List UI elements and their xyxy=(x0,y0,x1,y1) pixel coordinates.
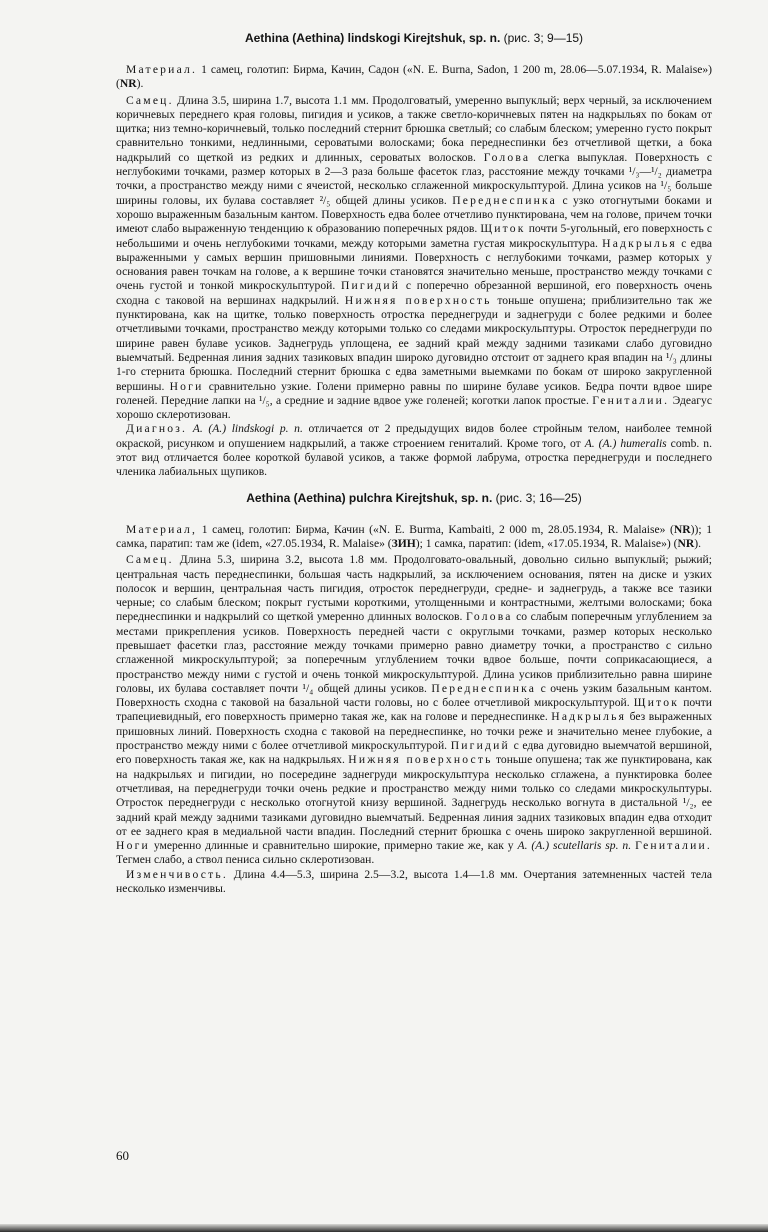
head-label: Голова xyxy=(465,610,513,624)
species-heading-lindskogi xyxy=(116,30,712,46)
description-text: с очень узким базальным кантом. Поверхность сходна с таковой на базальной части головы, но с более отчетливой микроскульптурой. xyxy=(116,681,712,710)
material-text: ); 1 самка, паратип: (idem, «17.05.1934, R. Malaise») ( xyxy=(415,536,678,550)
genitalia-label: Гениталии. xyxy=(635,839,712,853)
collection-code: NR xyxy=(119,77,137,91)
variability-label: Изменчивость. xyxy=(126,867,228,881)
scutellum-label: Щиток xyxy=(480,222,526,236)
diagnosis-paragraph xyxy=(116,422,712,479)
pygidium-label: Пигидий xyxy=(340,279,401,293)
species-name: Aethina (Aethina) lindskogi Kirejtshuk, sp. n. xyxy=(244,31,501,45)
diagnosis-text: отличается от 2 предыдущих видов более стройным телом, наиболее темной окраской, рисунком и опушением надкрылий, а также строением гениталий. Кроме того, от xyxy=(116,422,712,450)
material-text: )); 1 самка, паратип: там же (idem, «27.05.1934, R. Malaise» ( xyxy=(116,522,712,550)
description-text: без выраженных пришовных линий. Поверхность сходна с таковой на переднеспинке, но точки реже и значительно менее глубокие, а пространство между ними с более отчетливой микроскульптурой. xyxy=(116,710,712,753)
description-text: тоньше опушена; так же пунктирована, как на надкрыльях и пигидии, но посередине заднегруди микроскульптура несколько сглажена, а пунктировка более отчетливая, на переднегруди точки очень редкие и пространство между ними только со следами микроскульптуры. Отросток переднегруди с несколько отогнутой книзу вершиной. Заднегрудь несколько вогнута в дистальной ¹/₂, ее задний край между задними тазиками дуговидно выемчатый. Бедренная линия задних тазиковых впадин едва отходит от ее заднего края в медиальной части впадин. Последний стернит брюшка с очень широко закругленной вершиной. xyxy=(116,753,713,838)
collection-code: ЗИН xyxy=(391,536,416,550)
description-text: с едва выраженными у самых вершин пришовными линиями. Поверхность с неглубокими точками, размер которых у основания равен точкам на голове, а к вершине точки становятся значительно меньше, пространство между точками с очень густой и тонкой микроскульптурой. xyxy=(116,236,712,293)
description-text: сравнительно узкие. Голени примерно равны по ширине булаве усиков. Бедра почти вдвое шире голеней. Передние лапки на ¹/₅, а средние и задние вдвое уже голеней; коготки лапок простые. xyxy=(116,379,712,407)
scutellum-label: Щиток xyxy=(633,696,680,710)
description-text: Длина 3.5, ширина 1.7, высота 1.1 мм. Продолговатый, умеренно выпуклый; верх черный, за исключением коричневых переднего края головы, пигидия и усиков, а также светло-коричневых пятен на надкрыльях по бокам от щитка; низ темно-коричневый, только последний стернит брюшка светлый; со слабым блеском; умеренно густо покрыт сравнительно тонкими, недлинными, сероватыми волосками; бока переднеспинки без отчетливой щетки, а бока надкрылий со щеткой из редких и длинных, сероватых волосков. xyxy=(116,93,712,164)
legs-label: Ноги xyxy=(116,839,150,853)
collection-code: NR xyxy=(673,522,691,536)
figure-reference: (рис. 3; 9—15) xyxy=(503,31,584,45)
description-text: умеренно длинные и сравнительно широкие, примерно такие же, как у xyxy=(153,839,514,853)
pronotum-label: Переднеспинка xyxy=(452,193,558,207)
description-text: с поперечно обрезанной вершиной, его поверхность очень сходна с таковой на вершинах надкрылий. xyxy=(116,279,712,307)
collection-code: NR xyxy=(677,536,695,550)
description-text: с узко отогнутыми боками и хорошо выраженным базальным кантом. Поверхность едва более отчетливо пунктирована, чем на голове, причем точки имеют слабо выраженную тенденцию к образованию поперечных рядов. xyxy=(116,193,713,236)
material-text: 1 самец, голотип: Бирма, Качин, Садон («N. E. Burna, Sadon, 1 200 m, 28.06—5.07.1934, R. Malaise») ( xyxy=(116,63,713,91)
material-label: Материал. xyxy=(126,63,198,76)
pygidium-label: Пигидий xyxy=(450,739,510,753)
species-name: Aethina (Aethina) pulchra Kirejtshuk, sp. n. xyxy=(246,490,493,505)
male-label: Самец. xyxy=(126,93,174,107)
scan-edge xyxy=(0,1224,768,1232)
description-text: Тегмен слабо, а ствол пениса сильно склеротизован. xyxy=(116,853,375,867)
description-text: с едва дуговидно выемчатой вершиной, его поверхность такая же, как на надкрыльях. xyxy=(116,739,712,767)
description-text: Эдеагус хорошо склеротизован. xyxy=(116,393,712,422)
male-description-paragraph xyxy=(116,94,712,423)
material-end: ). xyxy=(694,536,701,550)
description-text: почти 5-угольный, его поверхность с небольшими и очень неглубокими точками, между которыми заметна густая микроскульптура. xyxy=(116,222,712,250)
diagnosis-label: Диагноз. xyxy=(126,422,188,436)
variability-text: Длина 4.4—5.3, ширина 2.5—3.2, высота 1.4—1.8 мм. Очертания затемненных частей тела несколько изменчивы. xyxy=(116,867,712,896)
diagnosis-text: comb. n. этот вид отличается более короткой булавой усиков, а также формой лабрума, отростка переднегруди и последнего членика лабиальных щупиков. xyxy=(116,436,712,479)
description-text: слегка выпуклая. Поверхность с неглубокими точками, размер которых в 2—3 раза больше фасеток глаз, расстояние между точками ¹/₃—¹/₂ диаметра точки, а пространство между ними с ячеистой, несколько сглаженной микроскульптурой. Длина усиков на ¹/₅ больше ширины головы, их булава составляет ²/₅ общей длины усиков. xyxy=(116,150,712,207)
material-end: ). xyxy=(136,77,144,91)
page-number: 60 xyxy=(116,1148,129,1163)
underside-label: Нижняя поверхность xyxy=(344,293,492,307)
description-text: почти трапециевидный, его поверхность примерно такая же, как на голове и переднеспинке. xyxy=(116,696,713,724)
material-paragraph xyxy=(116,523,712,552)
genitalia-label: Гениталии. xyxy=(592,393,670,407)
material-label: Материал, xyxy=(126,522,198,536)
description-text: Длина 5.3, ширина 3.2, высота 1.8 мм. Продолговато-овальный, довольно сильно выпуклый; рыжий; центральная часть переднеспинки, большая часть надкрылий, за исключением основания, пятен на диске и узких полосок и вершин, центральная часть пигидия, отросток переднегруди, средне- и заднегрудь, а также все тазики черные; со слабым блеском; покрыт густыми короткими, утолщенными и контрастными, желтыми волосками; бока переднеспинки и надкрылий со щеткой умеренно длинных волосков. xyxy=(116,553,712,624)
page-body xyxy=(116,30,712,896)
material-text: 1 самец, голотип: Бирма, Качин («N. E. Burma, Kambaiti, 2 000 m, 28.05.1934, R. Malaise» ( xyxy=(201,522,674,536)
variability-paragraph xyxy=(116,868,712,897)
pronotum-label: Переднеспинка xyxy=(431,681,537,695)
species-italic: A. (A.) lindskogi p. n. xyxy=(192,422,303,436)
figure-reference: (рис. 3; 16—25) xyxy=(495,490,582,505)
elytra-label: Надкрылья xyxy=(551,710,627,724)
legs-label: Ноги xyxy=(169,379,204,393)
male-label: Самец. xyxy=(126,553,174,567)
species-italic: A. (A.) humeralis xyxy=(584,436,667,450)
elytra-label: Надкрылья xyxy=(602,236,677,250)
description-text: со слабым поперечным углублением за местами прикрепления усиков. Поверхность передней части с округлыми точками, размер которых несколько превышает фасетки глаз, расстояние между точками примерно равно диаметру точки, а пространство с сильно сглаженной микроскульптурой; за поперечным углублением точки вдвое больше, почти соприкасающиеся, а пространство между ними с густой и очень тонкой микроскульптурой. Длина усиков приблизительно равна ширине головы, их булава составляет почти ¹/₄ общей длины усиков. xyxy=(116,610,713,695)
species-heading-pulchra xyxy=(116,490,712,506)
species-italic: A. (A.) scutellaris sp. n. xyxy=(517,839,632,853)
description-text: тоньше опушена; приблизительно так же пунктирована, как на щитке, только поверхность отростка переднегруди и заднегруди с более редкими и более отчетливыми точками, пространство между которыми только со следами микроскульптуры. Отросток переднегруди по ширине равен булаве усиков. Заднегрудь уплощена, ее задний край между задними тазиками слабо дуговидно выемчатый. Бедренная линия задних тазиковых впадин широко дуговидно отстоит от заднего края впадин на ¹/₃ длины 1-го стернита брюшка. Последний стернит брюшка с едва заметными выемками по бокам от широко закругленной вершины. xyxy=(116,293,712,393)
head-label: Голова xyxy=(483,150,531,164)
underside-label: Нижняя поверхность xyxy=(348,753,493,767)
material-paragraph xyxy=(116,63,712,92)
male-description-paragraph xyxy=(116,553,712,868)
